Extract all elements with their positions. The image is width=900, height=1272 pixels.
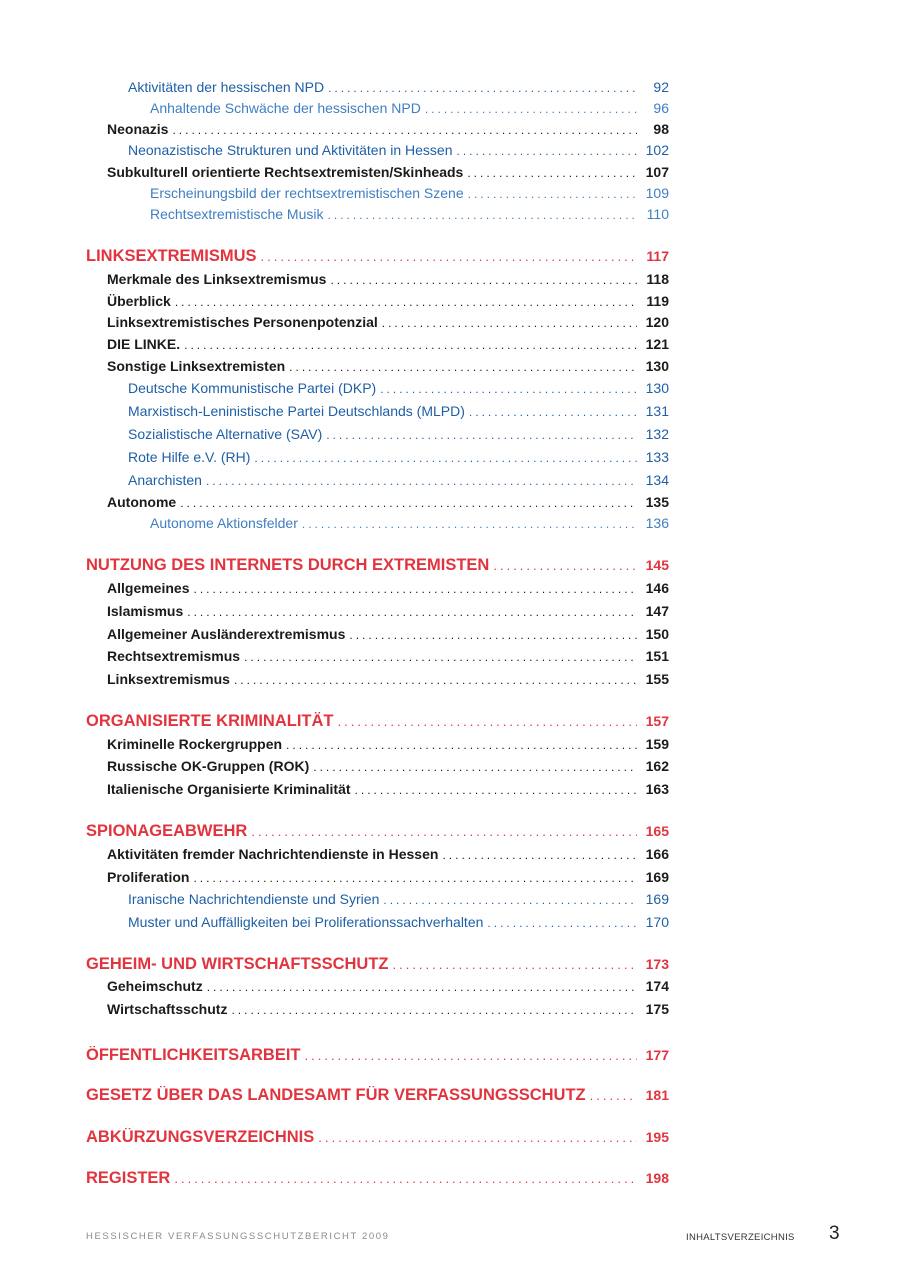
toc-leader-dots	[234, 673, 637, 687]
toc-leader-dots	[493, 558, 637, 573]
toc-entry-title: Muster und Auffälligkeiten bei Proliferationssachverhalten	[128, 914, 484, 930]
toc-entry-title: Aktivitäten fremder Nachrichtendienste in Hessen	[107, 846, 439, 862]
toc-entry-title: ÖFFENTLICHKEITSARBEIT	[86, 1046, 301, 1064]
toc-entry	[107, 293, 669, 309]
toc-entry-title: Marxistisch-Leninistische Partei Deutschlands (MLPD)	[128, 403, 465, 419]
toc-leader-dots	[467, 166, 637, 180]
toc-leader-dots	[254, 451, 637, 465]
toc-entry-page: 146	[645, 580, 669, 596]
toc-entry	[107, 271, 669, 287]
toc-entry-page: 169	[645, 869, 669, 885]
toc-entry	[107, 736, 669, 752]
toc-leader-dots	[302, 517, 637, 531]
toc-leader-dots	[468, 187, 637, 201]
toc-entry-page: 155	[645, 671, 669, 687]
footer-publication-title: HESSISCHER VERFASSUNGSSCHUTZBERICHT 2009	[86, 1231, 390, 1242]
toc-chapter-entry	[86, 556, 669, 575]
toc-entry-page: 136	[645, 515, 669, 531]
toc-entry-page: 119	[646, 293, 669, 309]
toc-entry-page: 162	[645, 758, 669, 774]
toc-leader-dots	[305, 1048, 638, 1063]
toc-leader-dots	[383, 893, 637, 907]
toc-entry-page: 170	[645, 914, 669, 930]
toc-entry-title: GESETZ ÜBER DAS LANDESAMT FÜR VERFASSUNGSSCHUTZ	[86, 1086, 586, 1104]
toc-entry-page: 92	[653, 79, 669, 95]
toc-leader-dots	[193, 582, 637, 596]
toc-entry	[128, 426, 669, 442]
toc-entry	[107, 494, 669, 510]
footer-section-title: INHALTSVERZEICHNIS	[686, 1232, 795, 1243]
toc-entry-page: 175	[645, 1001, 669, 1017]
toc-leader-dots	[187, 605, 637, 619]
toc-leader-dots	[330, 273, 637, 287]
toc-entry	[128, 914, 669, 930]
toc-leader-dots	[328, 81, 637, 95]
toc-leader-dots	[289, 360, 637, 374]
toc-entry-title: Rechtsextremismus	[107, 648, 241, 664]
toc-entry	[128, 403, 669, 419]
toc-entry	[107, 603, 669, 619]
toc-leader-dots	[261, 249, 637, 264]
toc-entry-page: 198	[645, 1170, 669, 1186]
toc-entry-title: Neonazistische Strukturen und Aktivitäten in Hessen	[128, 142, 453, 158]
toc-entry-page: 145	[645, 557, 669, 573]
toc-chapter-entry	[86, 1046, 669, 1065]
toc-leader-dots	[193, 871, 637, 885]
toc-leader-dots	[355, 783, 637, 797]
toc-leader-dots	[328, 208, 638, 222]
toc-entry-page: 181	[645, 1087, 669, 1103]
toc-chapter-entry	[86, 822, 669, 841]
toc-leader-dots	[174, 1171, 637, 1186]
toc-entry	[128, 79, 669, 95]
toc-entry-title: Deutsche Kommunistische Partei (DKP)	[128, 380, 377, 396]
toc-leader-dots	[380, 382, 637, 396]
toc-entry-title: Neonazis	[107, 121, 169, 137]
toc-entry-title: Merkmale des Linksextremismus	[107, 271, 327, 287]
toc-leader-dots	[231, 1003, 637, 1017]
toc-leader-dots	[172, 123, 637, 137]
toc-entry-page: 117	[646, 248, 669, 264]
toc-entry-title: Autonome Aktionsfelder	[150, 515, 298, 531]
toc-entry-page: 133	[645, 449, 669, 465]
toc-entry-page: 151	[645, 648, 669, 664]
toc-entry	[107, 121, 669, 137]
toc-entry-title: Linksextremistisches Personenpotenzial	[107, 314, 378, 330]
toc-entry	[107, 626, 669, 642]
toc-leader-dots	[425, 102, 637, 116]
toc-entry	[150, 185, 669, 201]
toc-entry-title: Rote Hilfe e.V. (RH)	[128, 449, 251, 465]
toc-entry-title: Geheimschutz	[107, 978, 203, 994]
toc-entry-title: Wirtschaftsschutz	[107, 1001, 228, 1017]
toc-entry-title: Proliferation	[107, 869, 190, 885]
toc-entry	[128, 380, 669, 396]
toc-entry-page: 195	[645, 1129, 669, 1145]
toc-leader-dots	[207, 980, 637, 994]
toc-entry	[107, 314, 669, 330]
toc-leader-dots	[469, 405, 637, 419]
toc-entry-page: 150	[645, 626, 669, 642]
toc-entry-page: 118	[646, 271, 669, 287]
toc-entry-page: 147	[645, 603, 669, 619]
toc-entry-page: 165	[645, 823, 669, 839]
toc-leader-dots	[180, 496, 637, 510]
toc-leader-dots	[175, 295, 637, 309]
toc-entry-title: ABKÜRZUNGSVERZEICHNIS	[86, 1128, 315, 1146]
toc-entry-title: Anhaltende Schwäche der hessischen NPD	[150, 100, 421, 116]
toc-chapter-entry	[86, 247, 669, 266]
toc-entry-title: Italienische Organisierte Kriminalität	[107, 781, 351, 797]
toc-leader-dots	[313, 760, 637, 774]
toc-leader-dots	[392, 957, 637, 972]
toc-entry-title: Rechtsextremistische Musik	[150, 206, 324, 222]
toc-entry	[107, 358, 669, 374]
toc-chapter-entry	[86, 712, 669, 731]
toc-entry-title: Islamismus	[107, 603, 184, 619]
toc-entry-title: Subkulturell orientierte Rechtsextremisten/Skinheads	[107, 164, 464, 180]
toc-entry-title: DIE LINKE.	[107, 336, 181, 352]
toc-entry-page: 169	[645, 891, 669, 907]
toc-entry	[150, 206, 669, 222]
toc-leader-dots	[286, 738, 637, 752]
toc-entry-title: Iranische Nachrichtendienste und Syrien	[128, 891, 380, 907]
toc-chapter-entry	[86, 955, 669, 974]
toc-leader-dots	[206, 474, 637, 488]
toc-entry-title: REGISTER	[86, 1169, 171, 1187]
toc-entry-title: Kriminelle Rockergruppen	[107, 736, 283, 752]
toc-entry	[107, 580, 669, 596]
toc-entry	[128, 472, 669, 488]
toc-entry-page: 135	[645, 494, 669, 510]
toc-leader-dots	[590, 1088, 637, 1103]
toc-chapter-entry	[86, 1169, 669, 1188]
toc-entry-page: 173	[645, 956, 669, 972]
toc-entry-page: 166	[645, 846, 669, 862]
toc-entry-title: SPIONAGEABWEHR	[86, 822, 248, 840]
toc-entry-page: 130	[645, 358, 669, 374]
toc-entry-title: Linksextremismus	[107, 671, 230, 687]
toc-entry	[128, 449, 669, 465]
toc-entry-page: 174	[645, 978, 669, 994]
toc-entry-title: NUTZUNG DES INTERNETS DURCH EXTREMISTEN	[86, 556, 490, 574]
toc-entry	[150, 100, 669, 116]
toc-entry-title: ORGANISIERTE KRIMINALITÄT	[86, 712, 334, 730]
toc-entry-page: 159	[645, 736, 669, 752]
toc-entry-title: Anarchisten	[128, 472, 202, 488]
toc-leader-dots	[338, 714, 638, 729]
toc-entry	[107, 336, 669, 352]
toc-entry	[107, 781, 669, 797]
toc-entry-title: Autonome	[107, 494, 177, 510]
toc-entry	[150, 515, 669, 531]
toc-entry	[107, 648, 669, 664]
toc-leader-dots	[244, 650, 637, 664]
toc-entry-page: 120	[645, 314, 669, 330]
toc-leader-dots	[184, 338, 637, 352]
toc-entry-page: 131	[645, 403, 669, 419]
toc-entry	[128, 142, 669, 158]
toc-entry-page: 130	[645, 380, 669, 396]
toc-entry-title: Sonstige Linksextremisten	[107, 358, 286, 374]
toc-entry-page: 177	[645, 1047, 669, 1063]
toc-entry-page: 107	[645, 164, 669, 180]
toc-entry	[128, 891, 669, 907]
toc-entry-title: Russische OK-Gruppen (ROK)	[107, 758, 310, 774]
toc-entry	[107, 671, 669, 687]
toc-entry-title: Erscheinungsbild der rechtsextremistischen Szene	[150, 185, 464, 201]
toc-entry-title: Aktivitäten der hessischen NPD	[128, 79, 325, 95]
toc-leader-dots	[442, 848, 637, 862]
toc-leader-dots	[251, 824, 637, 839]
toc-leader-dots	[487, 916, 637, 930]
toc-entry-page: 102	[645, 142, 669, 158]
toc-leader-dots	[326, 428, 637, 442]
toc-entry-page: 134	[645, 472, 669, 488]
toc-entry	[107, 978, 669, 994]
toc-chapter-entry	[86, 1086, 669, 1105]
toc-entry-page: 96	[653, 100, 669, 116]
toc-entry	[107, 846, 669, 862]
toc-entry-title: Allgemeines	[107, 580, 190, 596]
toc-entry-page: 132	[645, 426, 669, 442]
toc-leader-dots	[457, 144, 637, 158]
toc-entry-page: 98	[653, 121, 669, 137]
toc-entry-title: Überblick	[107, 293, 171, 309]
toc-entry-page: 157	[645, 713, 669, 729]
toc-entry-page: 121	[645, 336, 669, 352]
toc-entry	[107, 869, 669, 885]
toc-entry	[107, 1001, 669, 1017]
toc-chapter-entry	[86, 1128, 669, 1147]
toc-entry-title: Allgemeiner Ausländerextremismus	[107, 626, 346, 642]
toc-entry-page: 163	[645, 781, 669, 797]
toc-leader-dots	[318, 1130, 637, 1145]
toc-leader-dots	[349, 628, 637, 642]
toc-entry	[107, 758, 669, 774]
toc-entry-title: GEHEIM- UND WIRTSCHAFTSSCHUTZ	[86, 955, 389, 973]
toc-entry-title: LINKSEXTREMISMUS	[86, 247, 257, 265]
toc-leader-dots	[382, 316, 637, 330]
toc-entry-title: Sozialistische Alternative (SAV)	[128, 426, 323, 442]
toc-entry-page: 109	[645, 185, 669, 201]
toc-entry	[107, 164, 669, 180]
page-number: 3	[829, 1223, 840, 1244]
toc-entry-page: 110	[646, 206, 669, 222]
